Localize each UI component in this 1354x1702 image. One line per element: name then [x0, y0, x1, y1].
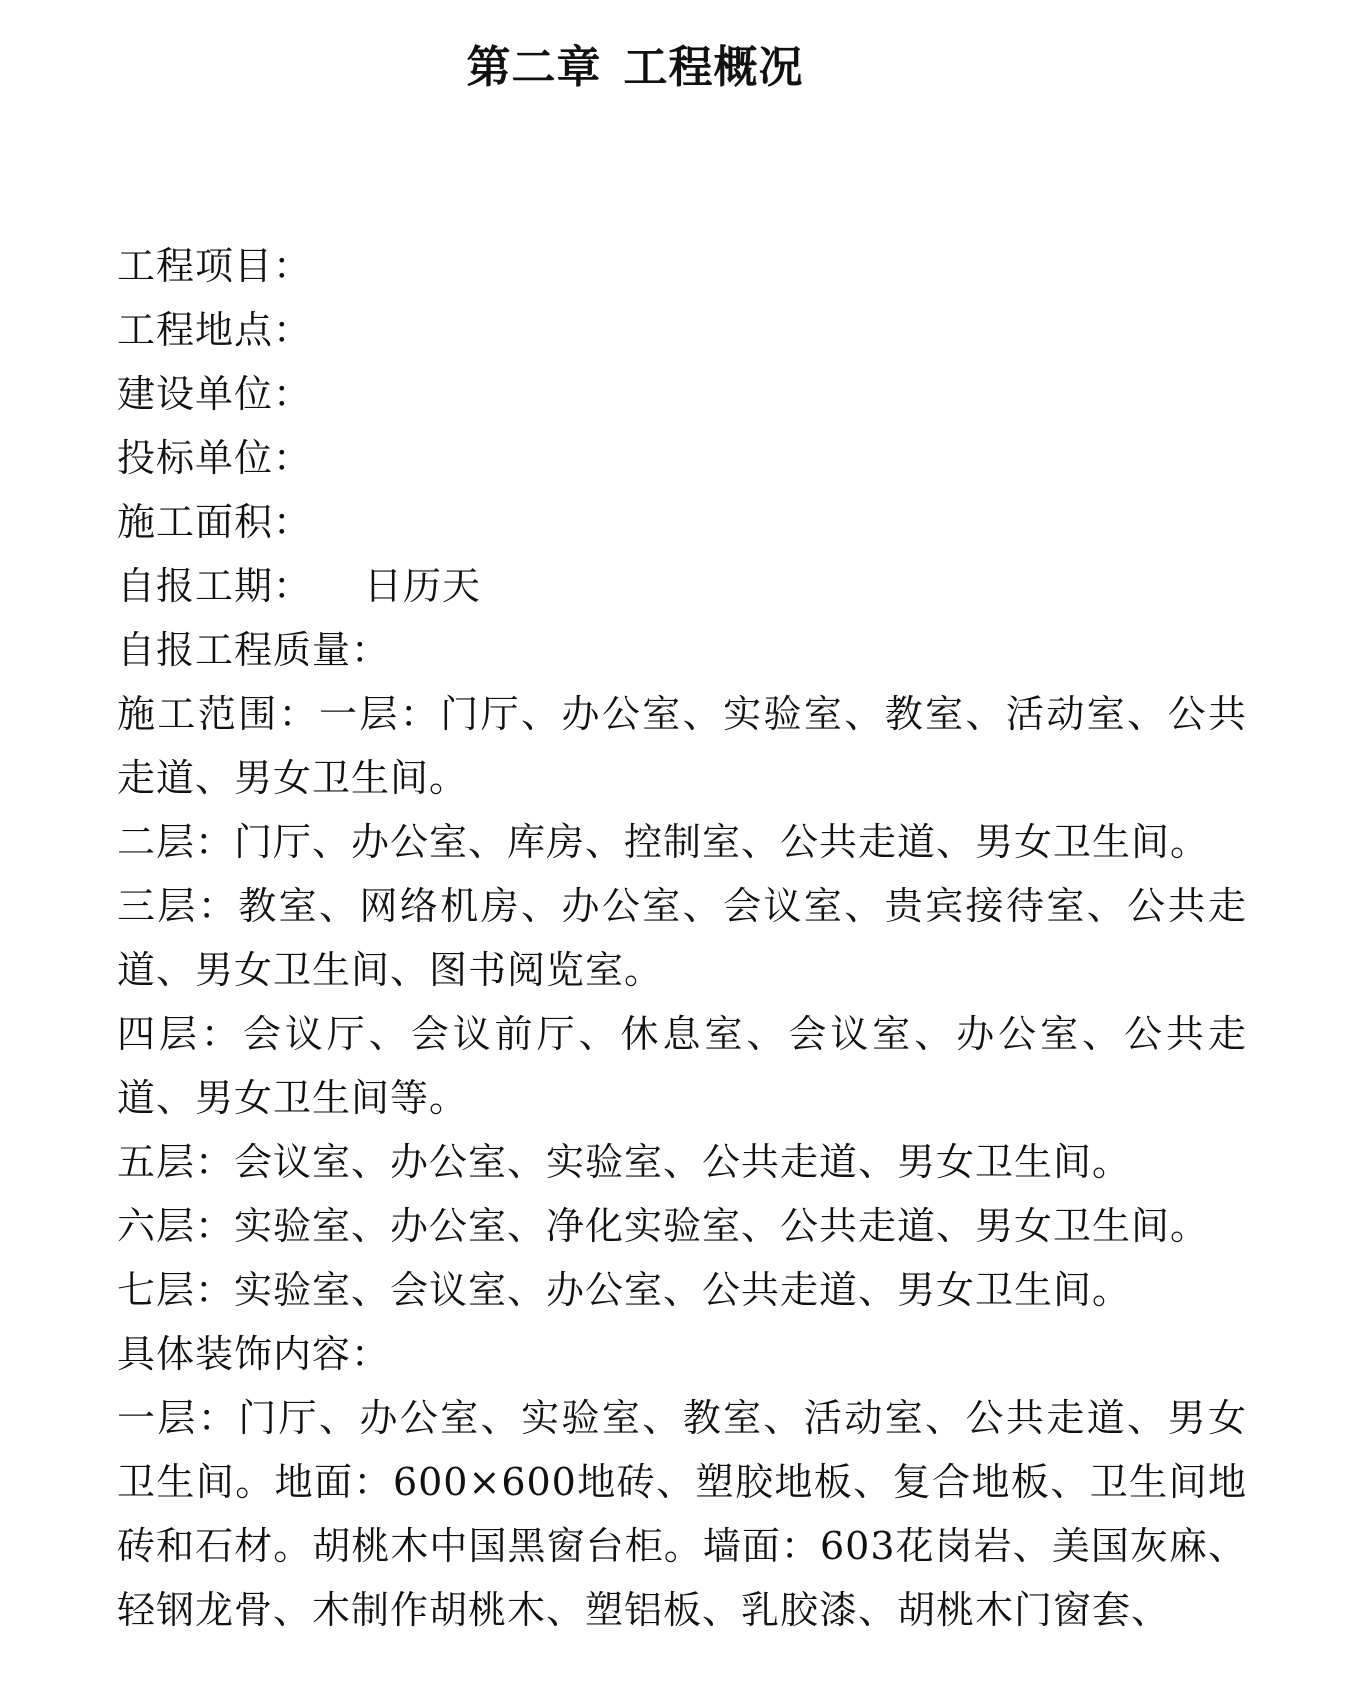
scope-floor1: 施工范围：一层：门厅、办公室、实验室、教室、活动室、公共走道、男女卫生间。 [117, 692, 1247, 800]
field-quality: 自报工程质量： [117, 628, 391, 672]
scope-floor4: 四层：会议厅、会议前厅、休息室、会议室、办公室、公共走道、男女卫生间等。 [117, 1012, 1247, 1120]
field-duration-unit: 日历天 [364, 564, 482, 608]
field-duration [117, 554, 1247, 618]
chapter-number: 第二章 [466, 42, 602, 93]
field-owner: 建设单位： [117, 372, 313, 416]
chapter-title [0, 38, 1270, 98]
scope-floor5: 五层：会议室、办公室、实验室、公共走道、男女卫生间。 [117, 1140, 1132, 1184]
field-location: 工程地点： [117, 308, 313, 352]
decoration-floor1: 一层：门厅、办公室、实验室、教室、活动室、公共走道、男女卫生间。地面：600×600地砖、塑胶地板、复合地板、卫生间地砖和石材。胡桃木中国黑窗台柜。墙面：603花岗岩、美国灰麻、轻钢龙骨、木制作胡桃木、塑铝板、乳胶漆、胡桃木门窗套、 [117, 1396, 1247, 1632]
field-bidder: 投标单位： [117, 436, 313, 480]
document-body [117, 234, 1247, 1642]
decoration-heading: 具体装饰内容： [117, 1332, 391, 1376]
scope-floor2: 二层：门厅、办公室、库房、控制室、公共走道、男女卫生间。 [117, 820, 1210, 864]
field-project: 工程项目： [117, 244, 313, 288]
scope-floor7: 七层：实验室、会议室、办公室、公共走道、男女卫生间。 [117, 1268, 1132, 1312]
scope-floor3: 三层：教室、网络机房、办公室、会议室、贵宾接待室、公共走道、男女卫生间、图书阅览室。 [117, 884, 1247, 992]
field-area: 施工面积： [117, 500, 313, 544]
scope-floor6: 六层：实验室、办公室、净化实验室、公共走道、男女卫生间。 [117, 1204, 1210, 1248]
chapter-name: 工程概况 [623, 42, 804, 93]
field-duration-label: 自报工期： [117, 564, 313, 608]
